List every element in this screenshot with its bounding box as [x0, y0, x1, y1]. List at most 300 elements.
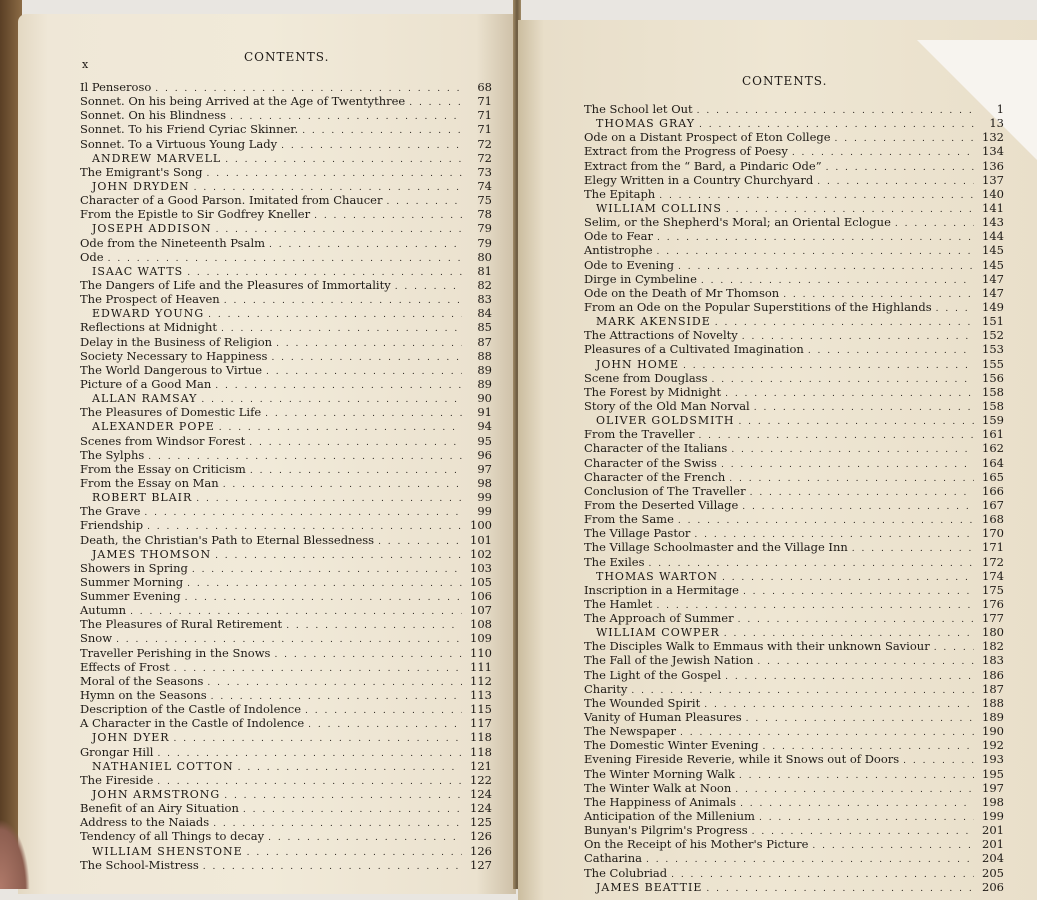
entry-title: The Prospect of Heaven: [80, 292, 220, 307]
dot-leader: [302, 124, 462, 138]
entry-page-number: 147: [982, 285, 1004, 300]
dot-leader: [895, 217, 974, 231]
entry-page-number: 1: [996, 102, 1004, 116]
contents-entry: [80, 363, 492, 377]
entry-title: Sonnet. On his being Arrived at the Age of Twentythree: [80, 94, 406, 109]
entry-page-number: 72: [477, 150, 492, 165]
dot-leader: [671, 868, 974, 882]
entry-page-number: 172: [982, 554, 1004, 569]
entry-title: The World Dangerous to Virtue: [80, 362, 263, 377]
entry-title: Selim, or the Shepherd's Moral; an Oriental Eclogue: [584, 215, 891, 230]
contents-entry: [80, 434, 492, 448]
entry-title: Grongar Hill: [80, 744, 154, 759]
entry-title: The Forest by Midnight: [584, 384, 722, 399]
entry-title: ALLAN RAMSAY: [92, 392, 198, 406]
entry-page-number: 198: [982, 794, 1004, 809]
contents-entry: [80, 617, 492, 631]
entry-title: WILLIAM COWPER: [596, 626, 720, 640]
entry-page-number: 109: [470, 631, 492, 646]
dot-leader: [250, 464, 462, 478]
dot-leader: [215, 379, 462, 393]
entry-page-number: 162: [982, 441, 1004, 456]
contents-entry: [584, 668, 1004, 682]
author-heading: [584, 116, 1004, 130]
contents-entry: [584, 851, 1004, 865]
entry-page-number: 75: [477, 193, 492, 208]
dot-leader: [174, 732, 462, 746]
entry-page-number: 102: [470, 546, 492, 561]
entry-title: From an Ode on the Popular Superstitions of the Highlands: [584, 299, 932, 314]
dot-leader: [224, 294, 462, 308]
entry-title: Delay in the Business of Religion: [80, 334, 273, 349]
thumb: [0, 819, 30, 889]
entry-title: The Approach of Summer: [584, 611, 734, 626]
contents-entry: [584, 639, 1004, 653]
contents-entry: [584, 597, 1004, 611]
entry-title: Moral of the Seasons: [80, 673, 204, 688]
entry-title: Showers in Spring: [80, 560, 188, 575]
dot-leader: [266, 365, 462, 379]
entry-title: THOMAS GRAY: [596, 117, 696, 131]
contents-entry: [80, 236, 492, 250]
contents-entry: [584, 187, 1004, 201]
entry-page-number: 182: [982, 639, 1004, 654]
entry-title: JAMES THOMSON: [92, 547, 212, 561]
entry-title: Dirge in Cymbeline: [584, 271, 697, 286]
entry-page-number: 147: [982, 271, 1004, 286]
contents-entry: [80, 448, 492, 462]
entry-title: Vanity of Human Pleasures: [584, 710, 742, 725]
contents-entry: [80, 405, 492, 419]
dot-leader: [826, 161, 974, 175]
contents-entry: [80, 320, 492, 334]
entry-page-number: 96: [477, 447, 492, 462]
entry-page-number: 82: [477, 277, 492, 292]
entry-page-number: 188: [982, 695, 1004, 710]
dot-leader: [725, 387, 974, 401]
entry-page-number: 126: [470, 843, 492, 858]
entry-page-number: 201: [982, 837, 1004, 852]
entry-page-number: 99: [477, 490, 492, 505]
dot-leader: [738, 415, 974, 429]
entry-page-number: 81: [477, 263, 492, 278]
dot-leader: [808, 344, 974, 358]
dot-leader: [281, 139, 462, 153]
entry-title: From the Same: [584, 512, 674, 527]
contents-entry: [584, 498, 1004, 512]
entry-page-number: 132: [982, 130, 1004, 145]
contents-entry: [584, 385, 1004, 399]
entry-title: Hymn on the Seasons: [80, 688, 207, 703]
author-heading: [584, 413, 1004, 427]
contents-entry: [80, 462, 492, 476]
entry-title: JOHN ARMSTRONG: [92, 788, 221, 802]
contents-list-left: [80, 80, 492, 872]
contents-entry: [80, 589, 492, 603]
contents-entry: [584, 144, 1004, 158]
entry-page-number: 88: [477, 348, 492, 363]
author-heading: [584, 314, 1004, 328]
entry-title: JOHN DRYDEN: [92, 179, 190, 193]
entry-page-number: 74: [477, 178, 492, 193]
entry-title: Scenes from Windsor Forest: [80, 433, 246, 448]
author-heading: [584, 201, 1004, 215]
dot-leader: [196, 492, 462, 506]
entry-page-number: 136: [982, 158, 1004, 173]
entry-page-number: 206: [982, 879, 1004, 894]
contents-entry: [584, 555, 1004, 569]
contents-entry: [584, 653, 1004, 667]
entry-page-number: 85: [477, 320, 492, 335]
entry-title: Inscription in a Hermitage: [584, 582, 739, 597]
dot-leader: [223, 478, 462, 492]
entry-page-number: 180: [982, 625, 1004, 640]
author-heading: [584, 880, 1004, 894]
contents-entry: [584, 866, 1004, 880]
entry-title: Conclusion of The Traveller: [584, 483, 746, 498]
entry-page-number: 145: [982, 257, 1004, 272]
entry-title: From the Traveller: [584, 427, 695, 442]
dot-leader: [731, 443, 974, 457]
entry-title: From the Epistle to Sir Godfrey Kneller: [80, 207, 311, 222]
contents-entry: [584, 738, 1004, 752]
contents-entry: [80, 533, 492, 547]
entry-page-number: 152: [982, 328, 1004, 343]
entry-title: Character of the Swiss: [584, 455, 717, 470]
contents-entry: [584, 229, 1004, 243]
entry-page-number: 199: [982, 809, 1004, 824]
entry-page-number: 113: [470, 688, 492, 703]
dot-leader: [108, 252, 462, 266]
dot-leader: [852, 542, 974, 556]
entry-title: Sonnet. To a Virtuous Young Lady: [80, 136, 278, 151]
dot-leader: [238, 761, 462, 775]
dot-leader: [704, 698, 974, 712]
dot-leader: [247, 846, 462, 860]
contents-entry: [584, 611, 1004, 625]
contents-entry: [80, 80, 492, 94]
dot-leader: [936, 302, 974, 316]
entry-title: The Pleasures of Rural Retirement: [80, 617, 283, 632]
author-heading: [80, 547, 492, 561]
entry-title: THOMAS WARTON: [596, 569, 718, 583]
entry-title: EDWARD YOUNG: [92, 307, 205, 321]
dot-leader: [715, 316, 974, 330]
dot-leader: [314, 209, 462, 223]
entry-page-number: 205: [982, 865, 1004, 880]
entry-page-number: 126: [470, 829, 492, 844]
contents-entry: [584, 795, 1004, 809]
contents-entry: [80, 575, 492, 589]
dot-leader: [743, 585, 974, 599]
entry-page-number: 195: [982, 766, 1004, 781]
contents-entry: [584, 526, 1004, 540]
entry-page-number: 98: [477, 475, 492, 490]
dot-leader: [657, 231, 974, 245]
entry-page-number: 165: [982, 469, 1004, 484]
dot-leader: [711, 373, 974, 387]
right-page: [518, 20, 1037, 900]
contents-entry: [584, 767, 1004, 781]
contents-entry: [80, 349, 492, 363]
author-heading: [80, 264, 492, 278]
entry-page-number: 118: [470, 730, 492, 745]
contents-entry: [584, 441, 1004, 455]
entry-title: The Village Schoolmaster and the Village Inn: [584, 540, 848, 555]
dot-leader: [659, 189, 974, 203]
dot-leader: [934, 641, 974, 655]
entry-title: The Happiness of Animals: [584, 794, 737, 809]
contents-entry: [584, 102, 1004, 116]
entry-title: Bunyan's Pilgrim's Progress: [584, 823, 748, 838]
entry-page-number: 124: [470, 801, 492, 816]
entry-title: The Village Pastor: [584, 526, 691, 541]
author-heading: [80, 730, 492, 744]
entry-title: Character of a Good Parson. Imitated from Chaucer: [80, 193, 383, 208]
contents-entry: [584, 243, 1004, 257]
author-heading: [80, 306, 492, 320]
contents-entry: [80, 561, 492, 575]
dot-leader: [203, 860, 462, 874]
contents-entry: [584, 724, 1004, 738]
entry-title: Pleasures of a Cultivated Imagination: [584, 342, 804, 357]
entry-title: The Dangers of Life and the Pleasures of Immortality: [80, 277, 391, 292]
entry-title: A Character in the Castle of Indolence: [80, 716, 305, 731]
entry-page-number: 144: [982, 229, 1004, 244]
entry-title: Tendency of all Things to decay: [80, 829, 265, 844]
entry-page-number: 79: [477, 235, 492, 250]
dot-leader: [157, 747, 462, 761]
entry-title: On the Receipt of his Mother's Picture: [584, 837, 809, 852]
entry-title: Ode to Fear: [584, 229, 653, 244]
entry-title: The Winter Walk at Noon: [584, 780, 732, 795]
dot-leader: [754, 401, 974, 415]
entry-page-number: 100: [470, 518, 492, 533]
entry-title: NATHANIEL COTTON: [92, 759, 234, 773]
contents-entry: [80, 716, 492, 730]
entry-page-number: 141: [982, 200, 1004, 215]
entry-page-number: 125: [470, 815, 492, 830]
dot-leader: [683, 359, 974, 373]
entry-title: Description of the Castle of Indolence: [80, 702, 302, 717]
contents-entry: [80, 250, 492, 264]
entry-title: Extract from the Progress of Poesy: [584, 144, 788, 159]
contents-entry: [80, 674, 492, 688]
contents-entry: [80, 702, 492, 716]
contents-entry: [80, 631, 492, 645]
entry-title: The Pleasures of Domestic Life: [80, 405, 262, 420]
dot-leader: [812, 839, 974, 853]
contents-entry: [80, 829, 492, 843]
dot-leader: [757, 655, 974, 669]
entry-title: Reflections at Midnight: [80, 320, 217, 335]
entry-title: Scene from Douglass: [584, 370, 708, 385]
dot-leader: [698, 429, 974, 443]
entry-page-number: 149: [982, 299, 1004, 314]
contents-entry: [80, 108, 492, 122]
entry-page-number: 84: [477, 306, 492, 321]
contents-entry: [80, 292, 492, 306]
entry-title: The Colubriad: [584, 865, 668, 880]
dot-leader: [208, 308, 462, 322]
dot-leader: [274, 648, 462, 662]
entry-title: The Grave: [80, 504, 141, 519]
entry-title: The Attractions of Novelty: [584, 328, 738, 343]
contents-entry: [584, 484, 1004, 498]
author-heading: [80, 787, 492, 801]
entry-title: JAMES BEATTIE: [596, 880, 703, 894]
dot-leader: [750, 486, 974, 500]
entry-title: Catharina: [584, 851, 642, 866]
contents-entry: [80, 278, 492, 292]
contents-entry: [80, 688, 492, 702]
entry-page-number: 108: [470, 617, 492, 632]
dot-leader: [386, 195, 462, 209]
contents-entry: [584, 456, 1004, 470]
entry-title: JOHN DYER: [92, 731, 170, 745]
entry-title: JOHN HOME: [596, 357, 680, 371]
contents-entry: [80, 745, 492, 759]
entry-page-number: 140: [982, 186, 1004, 201]
dot-leader: [207, 167, 462, 181]
contents-entry: [584, 328, 1004, 342]
entry-title: The Wounded Spirit: [584, 695, 701, 710]
entry-page-number: 106: [470, 589, 492, 604]
entry-page-number: 118: [470, 744, 492, 759]
entry-page-number: 107: [470, 603, 492, 618]
dot-leader: [739, 769, 974, 783]
entry-page-number: 153: [982, 342, 1004, 357]
dot-leader: [738, 613, 974, 627]
entry-page-number: 186: [982, 667, 1004, 682]
entry-title: Benefit of an Airy Situation: [80, 801, 239, 816]
dot-leader: [378, 535, 462, 549]
entry-title: Traveller Perishing in the Snows: [80, 645, 271, 660]
dot-leader: [305, 704, 462, 718]
entry-title: Summer Morning: [80, 574, 184, 589]
entry-title: Autumn: [80, 603, 127, 618]
entry-page-number: 158: [982, 398, 1004, 413]
entry-page-number: 158: [982, 384, 1004, 399]
contents-entry: [80, 335, 492, 349]
entry-page-number: 155: [982, 356, 1004, 371]
entry-page-number: 187: [982, 681, 1004, 696]
contents-entry: [80, 646, 492, 660]
entry-page-number: 183: [982, 653, 1004, 668]
contents-entry: [80, 660, 492, 674]
entry-title: Picture of a Good Man: [80, 376, 212, 391]
contents-entry: [80, 377, 492, 391]
entry-page-number: 101: [470, 532, 492, 547]
entry-title: Ode on a Distant Prospect of Eton College: [584, 130, 831, 145]
entry-page-number: 111: [470, 659, 492, 674]
dot-leader: [207, 676, 462, 690]
dot-leader: [646, 853, 974, 867]
entry-page-number: 201: [982, 823, 1004, 838]
contents-entry: [584, 371, 1004, 385]
contents-entry: [584, 173, 1004, 187]
entry-title: Ode from the Nineteenth Psalm: [80, 235, 266, 250]
entry-title: ANDREW MARVELL: [92, 151, 222, 165]
author-heading: [80, 844, 492, 858]
entry-title: Address to the Naiads: [80, 815, 210, 830]
entry-page-number: 168: [982, 512, 1004, 527]
entry-page-number: 134: [982, 144, 1004, 159]
dot-leader: [678, 514, 974, 528]
entry-title: The Sylphs: [80, 447, 145, 462]
entry-title: ISAAC WATTS: [92, 264, 184, 278]
contents-entry: [80, 207, 492, 221]
entry-page-number: 171: [982, 540, 1004, 555]
dot-leader: [903, 754, 974, 768]
entry-title: JOSEPH ADDISON: [92, 222, 212, 236]
entry-title: Ode to Evening: [584, 257, 675, 272]
entry-page-number: 115: [470, 702, 492, 717]
dot-leader: [759, 811, 974, 825]
author-heading: [584, 625, 1004, 639]
entry-page-number: 94: [477, 419, 492, 434]
entry-title: The Domestic Winter Evening: [584, 738, 759, 753]
contents-entry: [584, 130, 1004, 144]
entry-title: Extract from the “ Bard, a Pindaric Ode”: [584, 158, 822, 173]
contents-entry: [584, 159, 1004, 173]
dot-leader: [269, 238, 462, 252]
entry-title: Il Penseroso: [80, 80, 152, 94]
dot-leader: [725, 670, 974, 684]
entry-title: From the Essay on Criticism: [80, 461, 246, 476]
contents-entry: [584, 512, 1004, 526]
contents-entry: [584, 752, 1004, 766]
entry-title: The Newspaper: [584, 724, 677, 739]
entry-title: The Disciples Walk to Emmaus with their unknown Saviour: [584, 639, 930, 654]
entry-page-number: 151: [982, 314, 1004, 329]
left-page: [18, 14, 516, 894]
entry-page-number: 145: [982, 243, 1004, 258]
dot-leader: [265, 407, 462, 421]
entry-page-number: 117: [470, 716, 492, 731]
contents-entry: [80, 193, 492, 207]
dot-leader: [185, 591, 462, 605]
contents-entry: [80, 94, 492, 108]
dot-leader: [817, 175, 974, 189]
entry-page-number: 170: [982, 526, 1004, 541]
entry-page-number: 73: [477, 164, 492, 179]
entry-page-number: 177: [982, 611, 1004, 626]
author-heading: [80, 391, 492, 405]
dot-leader: [243, 803, 462, 817]
entry-title: ALEXANDER POPE: [92, 420, 215, 434]
entry-title: The School-Mistress: [80, 857, 199, 872]
entry-page-number: 112: [470, 673, 492, 688]
contents-entry: [584, 342, 1004, 356]
entry-page-number: 189: [982, 710, 1004, 725]
entry-title: Character of the Italians: [584, 441, 728, 456]
contents-entry: [584, 470, 1004, 484]
entry-page-number: 127: [470, 857, 492, 872]
entry-title: Ode on the Death of Mr Thomson: [584, 285, 780, 300]
entry-title: The Light of the Gospel: [584, 667, 722, 682]
contents-entry: [584, 837, 1004, 851]
contents-heading-left: CONTENTS.: [244, 50, 330, 64]
dot-leader: [174, 662, 462, 676]
entry-title: Elegy Written in a Country Churchyard: [584, 172, 814, 187]
entry-page-number: 174: [982, 568, 1004, 583]
entry-page-number: 161: [982, 427, 1004, 442]
dot-leader: [308, 718, 462, 732]
entry-title: The Exiles: [584, 554, 645, 569]
entry-page-number: 204: [982, 851, 1004, 866]
entry-title: From the Essay on Man: [80, 475, 219, 490]
